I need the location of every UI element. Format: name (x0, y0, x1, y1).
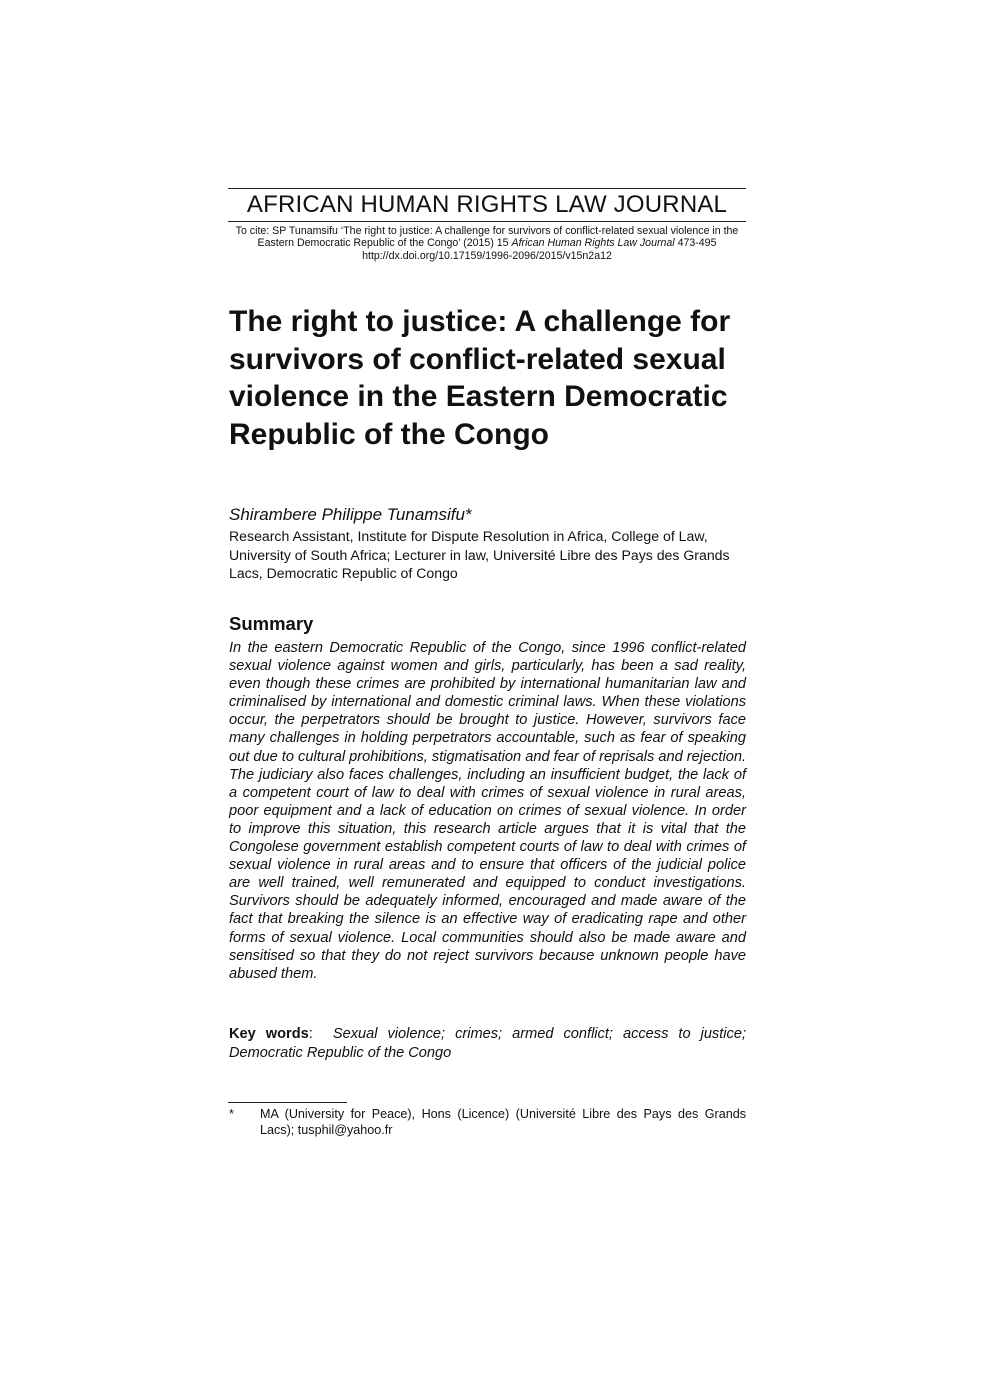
journal-name: AFRICAN HUMAN RIGHTS LAW JOURNAL (246, 191, 728, 218)
citation-pages: 473-495 (674, 237, 717, 250)
keywords (229, 1025, 746, 1062)
citation-doi-link[interactable]: http://dx.doi.org/10.17159/1996-2096/2015/v15n2a12 (362, 249, 612, 262)
header-top-rule (228, 188, 746, 189)
citation-block (224, 225, 750, 262)
keywords-separator: : (308, 1026, 333, 1042)
article-title (229, 303, 749, 453)
summary-heading: Summary (229, 613, 314, 634)
footnote-marker: * (229, 1107, 234, 1121)
keywords-label: Key words (229, 1026, 309, 1042)
citation-text: To cite: SP Tunamsifu ‘The right to justice: A challenge for survivors of conflict-related sexual violence in the Eastern Democratic Republic of the Congo’ (2015) 15 (235, 225, 739, 250)
title-line: violence in the Eastern Democratic (229, 380, 728, 413)
title-line: Republic of the Congo (229, 417, 549, 451)
footnote (229, 1106, 746, 1138)
citation-journal: African Human Rights Law Journal (511, 237, 675, 250)
summary-text: In the eastern Democratic Republic of the Congo, since 1996 conflict-related sexual violence against women and girls, particularly, has been a sad reality, even though these crimes are prohibited by international humanitarian law and criminalised by international and domestic criminal laws. When these violations occur, the perpetrators should be brought to justice. However, survivors face many challenges in holding perpetrators accountable, such as fear of speaking out due to cultural prohibitions, stigmatisation and fear of reprisals and rejection. The judiciary also faces challenges, including an insufficient budget, the lack of a competent court of law to deal with crimes of sexual violence in rural areas, poor equipment and a lack of education on crimes of sexual violence. In order to improve this situation, this research article argues that it is vital that the Congolese government establish competent courts of law to deal with crimes of sexual violence in rural areas and to ensure that officers of the judicial police are well trained, well remunerated and equipped to conduct investigations. Survivors should be adequately informed, encouraged and made aware of the fact that breaking the silence is an effective way of eradicating rape and other forms of sexual violence. Local communities should also be made aware and sensitised so that they do not reject survivors because unknown people have abused them. (229, 640, 746, 982)
footnote-rule (228, 1102, 347, 1103)
header-bottom-rule (228, 221, 746, 222)
author-name: Shirambere Philippe Tunamsifu* (229, 505, 472, 524)
title-line: The right to justice: A challenge for (229, 305, 731, 338)
keywords-values: Sexual violence; crimes; armed conflict; access to justice; Democratic Republic of the Congo (229, 1026, 746, 1061)
title-line: survivors of conflict-related sexual (229, 342, 726, 376)
author-affiliation: Research Assistant, Institute for Dispute Resolution in Africa, College of Law, University of South Africa; Lecturer in law, Université Libre des Pays des Grands Lacs, Democratic Republic of Congo (229, 528, 730, 582)
footnote-text: MA (University for Peace), Hons (Licence) (Université Libre des Pays des Grands Lacs); tusphil@yahoo.fr (260, 1107, 746, 1137)
